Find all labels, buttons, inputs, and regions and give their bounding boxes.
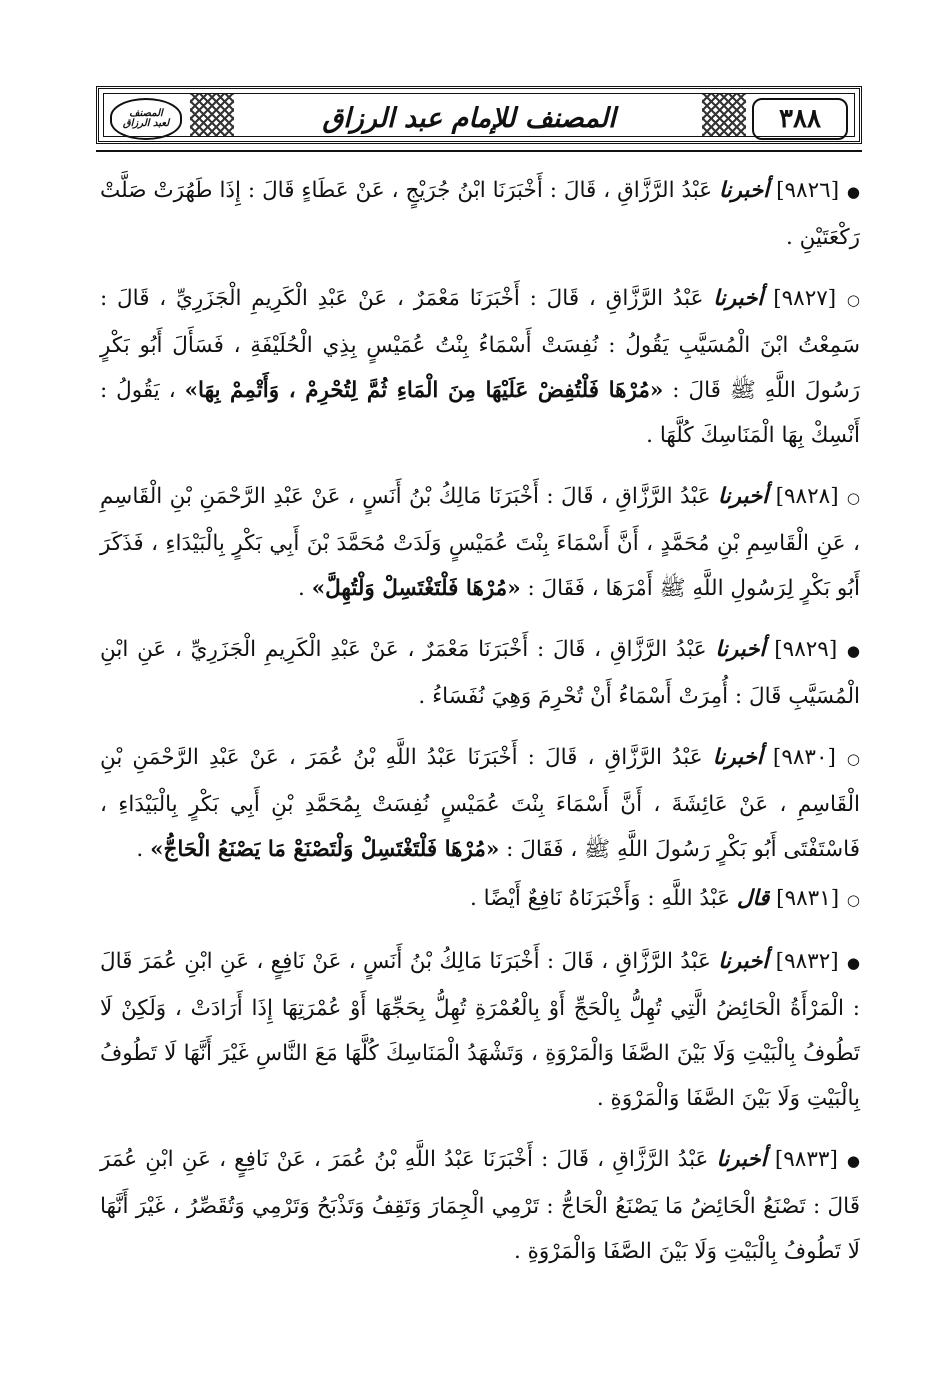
hadith-lead: أخبرنا <box>716 1147 767 1172</box>
logo-text-line1: المصنف <box>129 108 163 119</box>
hadith-entry <box>100 1137 860 1274</box>
page-header <box>96 86 862 144</box>
prophetic-quote: «مُرْهَا فَلْتَغْتَسِلْ وَلْتُهِلَّ» <box>311 576 521 601</box>
hadith-marker-icon: ● <box>846 954 860 972</box>
hadith-number: [٩٨٢٩] <box>774 637 838 662</box>
publisher-logo <box>110 98 182 140</box>
right-ornament-icon <box>702 94 746 136</box>
hadith-lead: أخبرنا <box>713 286 764 311</box>
prophetic-quote: «مُرْهَا فَلْتَغْتَسِلْ وَلْتَصْنَعْ مَا يَصْنَعُ الْحَاجُّ» <box>150 837 500 862</box>
hadith-number: [٩٨٢٨] <box>775 484 839 509</box>
hadith-lead: أخبرنا <box>715 637 766 662</box>
hadith-lead: قال <box>736 886 770 911</box>
hadith-text-continued: ، يَقُولُ : أَنْسِكْ بِهَا الْمَنَاسِكَ كُلَّهَا . <box>100 378 860 448</box>
hadith-text: عَبْدُ اللَّهِ : وَأَخْبَرَنَاهُ نَافِعٌ أَيْضًا . <box>469 886 731 911</box>
header-divider <box>96 150 862 152</box>
hadith-marker-icon: ○ <box>846 891 860 909</box>
hadith-lead: أخبرنا <box>718 484 769 509</box>
hadith-number: [٩٨٣٣] <box>774 1147 838 1172</box>
hadith-lead: أخبرنا <box>719 178 770 203</box>
page-number: ٣٨٨ <box>752 98 848 140</box>
hadith-number: [٩٨٣١] <box>776 886 840 911</box>
hadith-text: عَبْدُ الرَّزَّاقِ ، قَالَ : أَخْبَرَنَا عَبْدُ اللَّهِ بْنُ عُمَرَ ، عَنْ عَبْدِ الرَّحْمَنِ بْنِ الْقَاسِمِ ، عَنْ عَائِشَةَ ، أَنَّ أَسْمَاءَ بِنْتَ عُمَيْسٍ نُفِسَتْ بِمُحَمَّدِ بْنِ أَبِي بَكْرٍ بِالْبَيْدَاءِ ، فَاسْتَفْتَى أَبُو بَكْرٍ رَسُولَ اللَّهِ ﷺ ، فَقَالَ : <box>100 745 860 862</box>
hadith-entry <box>100 735 860 872</box>
hadith-number: [٩٨٣٠] <box>772 745 836 770</box>
hadith-marker-icon: ○ <box>846 750 860 768</box>
hadith-entry <box>100 168 860 260</box>
hadith-marker-icon: ○ <box>846 291 860 309</box>
left-ornament-icon <box>190 94 234 136</box>
hadith-number: [٩٨٣٢] <box>775 949 839 974</box>
header-inner-border <box>103 93 855 137</box>
hadith-text-continued: . <box>298 576 305 601</box>
hadith-number: [٩٨٢٧] <box>773 286 837 311</box>
logo-text-line2: لعبد الرزاق <box>122 118 170 129</box>
hadith-entry <box>100 876 860 923</box>
hadith-text: عَبْدُ الرَّزَّاقِ ، قَالَ : أَخْبَرَنَا ابْنُ جُرَيْجٍ ، عَنْ عَطَاءٍ قَالَ : إِذَا طَهُرَتْ صَلَّتْ رَكْعَتَيْنِ . <box>100 178 860 250</box>
book-title: المصنف للإمام عبد الرزاق <box>322 102 616 134</box>
hadith-marker-icon: ● <box>846 1152 860 1170</box>
hadith-entry <box>100 276 860 458</box>
hadith-text: عَبْدُ الرَّزَّاقِ ، قَالَ : أَخْبَرَنَا مَعْمَرٌ ، عَنْ عَبْدِ الْكَرِيمِ الْجَزَرِيِّ ، قَالَ : سَمِعْتُ ابْنَ الْمُسَيَّبِ يَقُولُ : نُفِسَتْ أَسْمَاءُ بِنْتُ عُمَيْسٍ بِذِي الْحُلَيْفَةِ ، فَسَأَلَ أَبُو بَكْرٍ رَسُولَ اللَّهِ ﷺ قَالَ : <box>100 286 860 403</box>
prophetic-quote: «مُرْهَا فَلْتُفِضْ عَلَيْهَا مِنَ الْمَاءِ ثُمَّ لِتُحْرِمْ ، وَأَتْمِمْ بِهَا» <box>184 378 664 403</box>
hadith-text-continued: . <box>136 837 144 862</box>
hadith-text: عَبْدُ الرَّزَّاقِ ، قَالَ : أَخْبَرَنَا مَعْمَرٌ ، عَنْ عَبْدِ الْكَرِيمِ الْجَزَرِيِّ ، عَنِ ابْنِ الْمُسَيَّبِ قَالَ : أُمِرَتْ أَسْمَاءُ أَنْ تُحْرِمَ وَهِيَ نُفَسَاءُ . <box>100 637 860 709</box>
hadith-text: عَبْدُ الرَّزَّاقِ ، قَالَ : أَخْبَرَنَا مَالِكُ بْنُ أَنَسٍ ، عَنْ نَافِعٍ ، عَنِ ابْنِ عُمَرَ قَالَ : الْمَرْأَةُ الْحَائِضُ الَّتِي تُهِلُّ بِالْحَجِّ أَوْ بِالْعُمْرَةِ تُهِلُّ بِحَجِّهَا أَوْ عُمْرَتِهَا إِذَا أَرَادَتْ ، وَلَكِنْ لَا تَطُوفُ بِالْبَيْتِ وَلَا بَيْنَ الصَّفَا وَالْمَرْوَةِ ، وَتَشْهَدُ الْمَنَاسِكَ كُلَّهَا مَعَ النَّاسِ غَيْرَ أَنَّهَا لَا تَطُوفُ بِالْبَيْتِ وَلَا بَيْنَ الصَّفَا وَالْمَرْوَةِ . <box>100 949 860 1111</box>
hadith-entry <box>100 474 860 611</box>
hadith-lead: أخبرنا <box>712 745 763 770</box>
hadith-entry <box>100 939 860 1121</box>
hadith-entry <box>100 627 860 719</box>
hadith-text: عَبْدُ الرَّزَّاقِ ، قَالَ : أَخْبَرَنَا مَالِكُ بْنُ أَنَسٍ ، عَنْ عَبْدِ الرَّحْمَنِ بْنِ الْقَاسِمِ ، عَنِ الْقَاسِمِ بْنِ مُحَمَّدٍ ، أَنَّ أَسْمَاءَ بِنْتَ عُمَيْسٍ وَلَدَتْ مُحَمَّدَ بْنَ أَبِي بَكْرٍ بِالْبَيْدَاءِ ، فَذَكَرَ أَبُو بَكْرٍ لِرَسُولِ اللَّهِ ﷺ أَمْرَهَا ، فَقَالَ : <box>100 484 860 601</box>
page-body <box>100 168 860 1290</box>
hadith-marker-icon: ● <box>846 642 860 660</box>
hadith-marker-icon: ● <box>846 183 861 201</box>
hadith-number: [٩٨٢٦] <box>776 178 840 203</box>
hadith-text: عَبْدُ الرَّزَّاقِ ، قَالَ : أَخْبَرَنَا عَبْدُ اللَّهِ بْنُ عُمَرَ ، عَنْ نَافِعٍ ، عَنِ ابْنِ عُمَرَ قَالَ : تَصْنَعُ الْحَائِضُ مَا يَصْنَعُ الْحَاجُّ : تَرْمِي الْجِمَارَ وَتَقِفُ وَتَذْبَحُ وَتَرْمِي وَتُقَصِّرُ ، غَيْرَ أَنَّهَا لَا تَطُوفُ بِالْبَيْتِ وَلَا بَيْنَ الصَّفَا وَالْمَرْوَةِ . <box>100 1147 860 1264</box>
hadith-marker-icon: ○ <box>846 489 860 507</box>
hadith-lead: أخبرنا <box>718 949 769 974</box>
